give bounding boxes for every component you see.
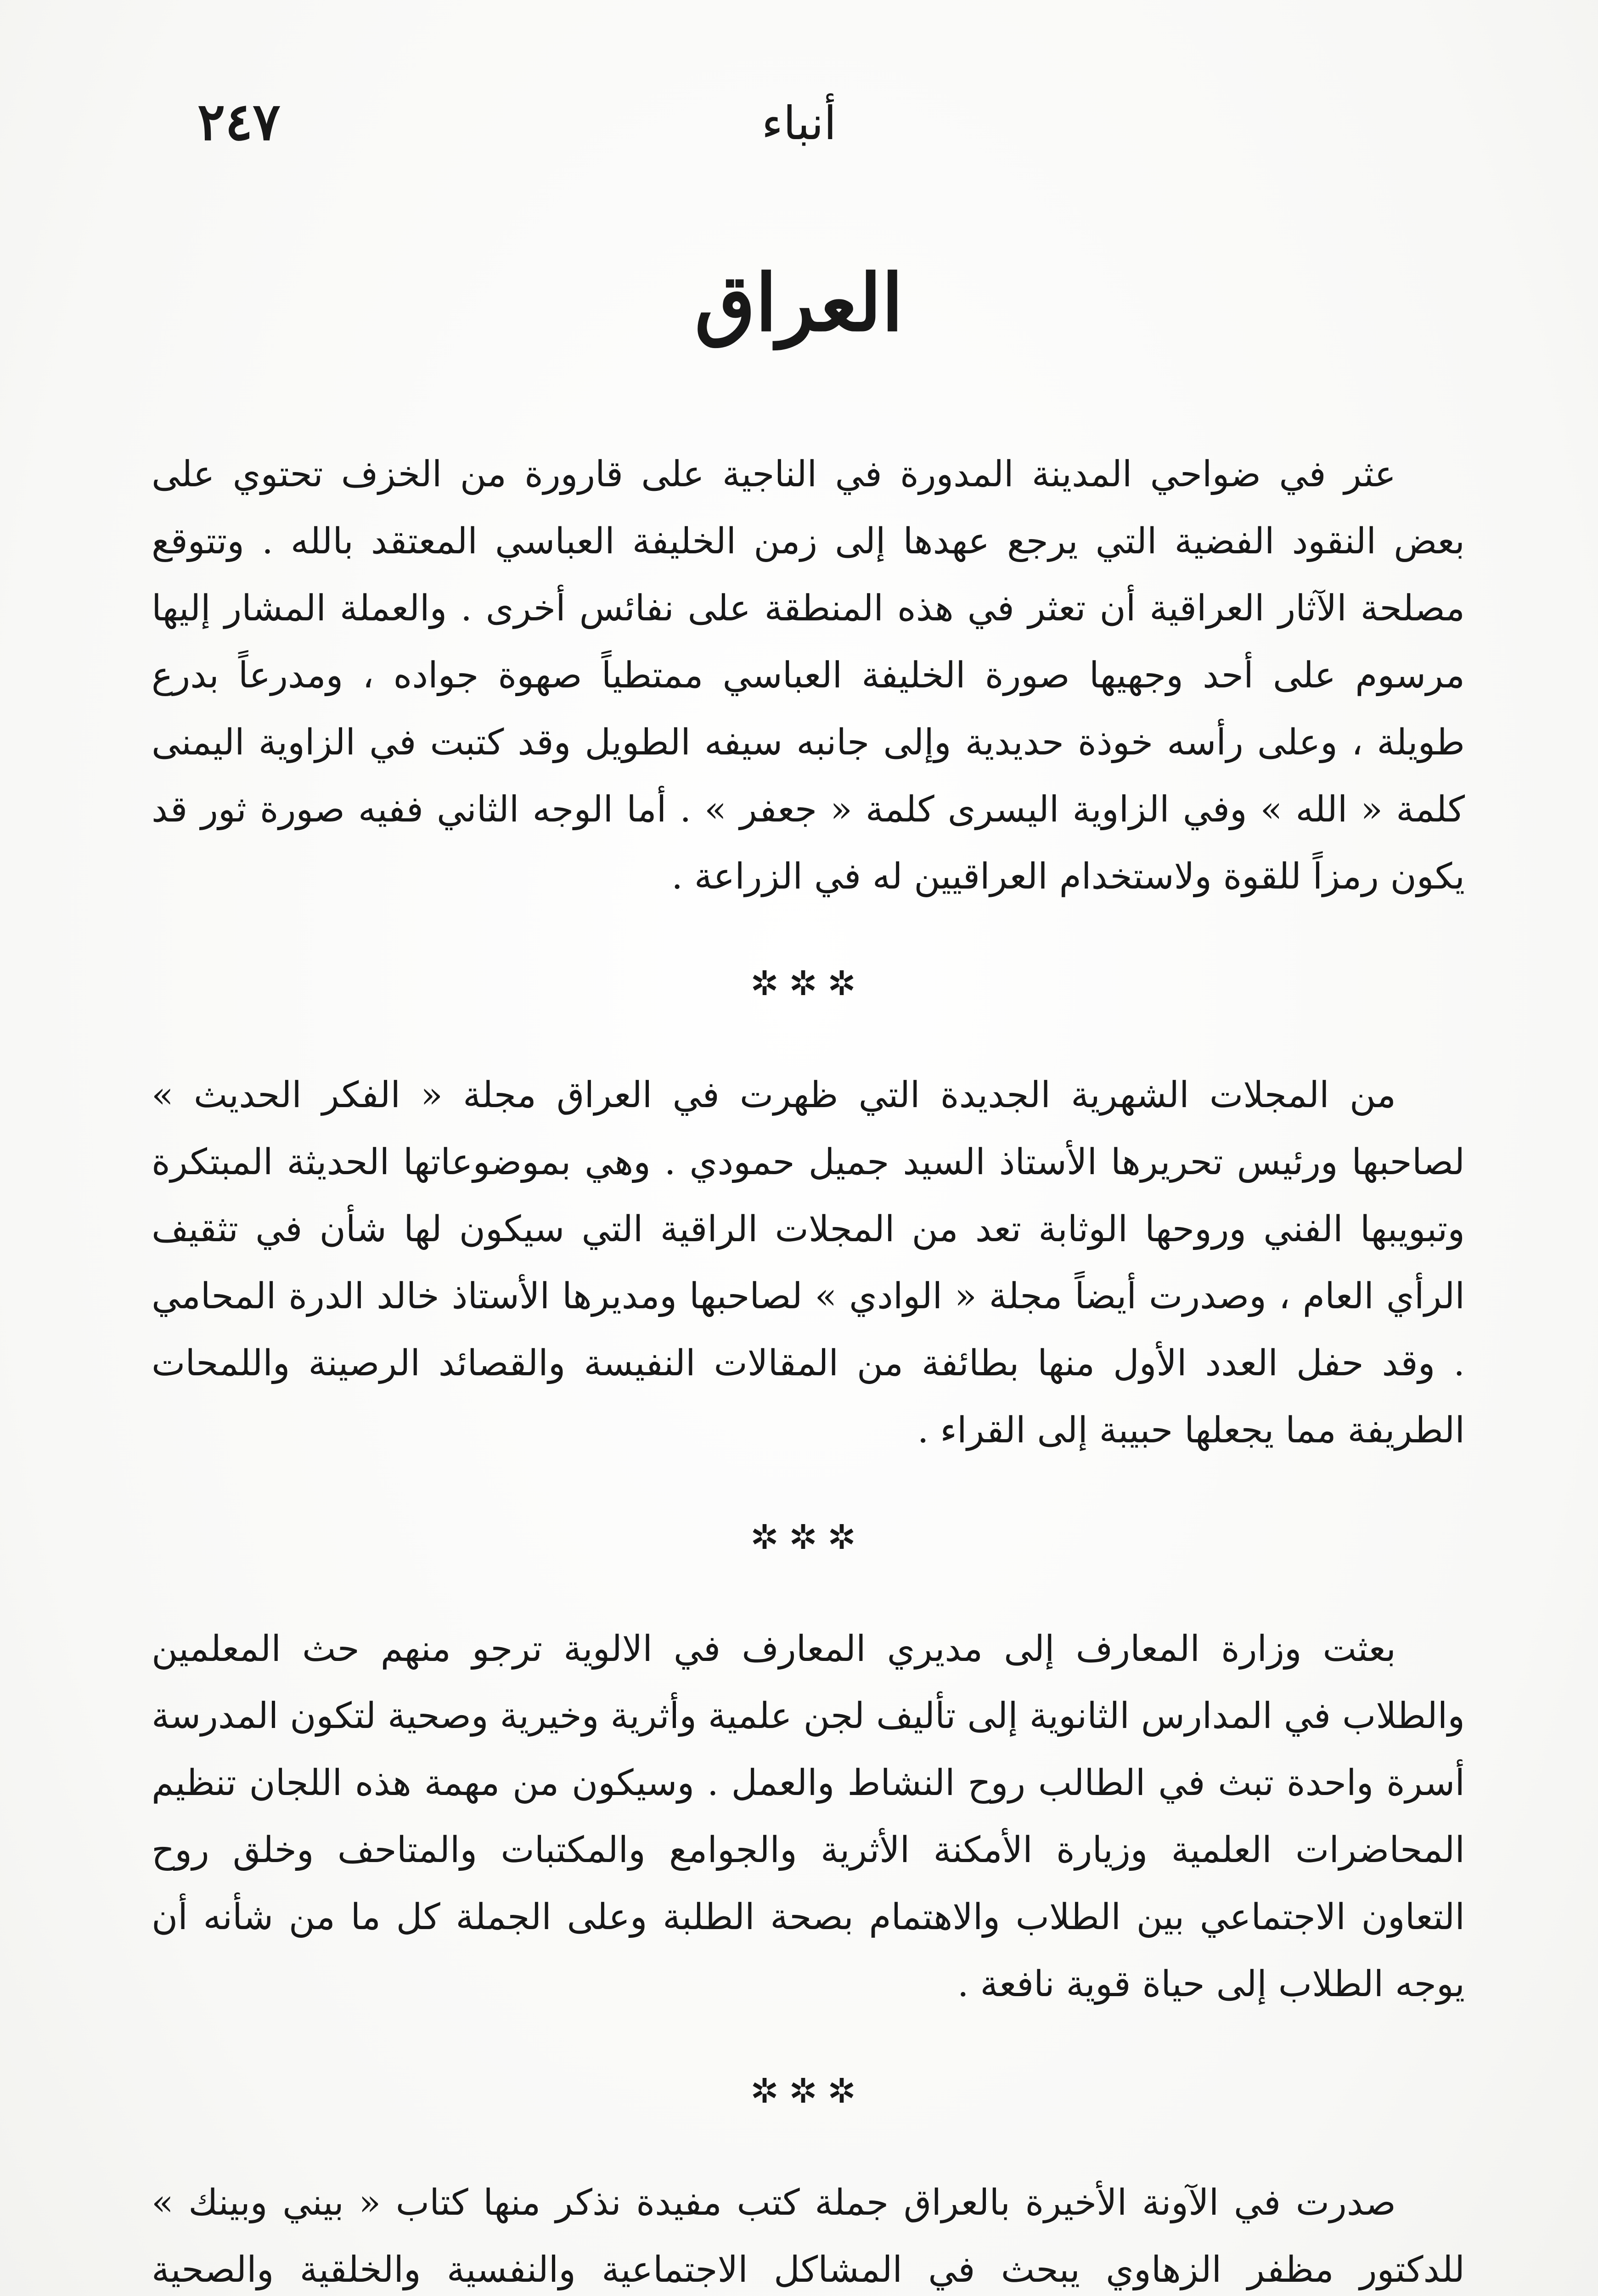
section-separator: ✲✲✲: [750, 964, 866, 1003]
section-separator: ✲✲✲: [750, 2071, 866, 2111]
article-body: [152, 441, 1465, 2296]
section-separator: ✲✲✲: [750, 1518, 866, 1557]
paragraph-magazines: من المجلات الشهرية الجديدة التي ظهرت في العراق مجلة « الفكر الحديث » لصاحبها ورئيس تحريرها الأستاذ السيد جميل حمودي . وهي بموضوعاتها الحديثة المبتكرة وتبويبها الفني وروحها الوثابة تعد من المجلات الراقية التي سيكون لها شأن في تثقيف الرأي العام ، وصدرت أيضاً مجلة « الوادي » لصاحبها ومديرها الأستاذ خالد الدرة المحامي . وقد حفل العدد الأول منها بطائفة من المقالات النفيسة والقصائد الرصينة واللمحات الطريفة مما يجعلها حبيبة إلى القراء .: [152, 1075, 1465, 1451]
page-number: ٢٤٧: [197, 92, 281, 152]
paragraph-new-books: صدرت في الآونة الأخيرة بالعراق جملة كتب مفيدة نذكر منها كتاب « بيني وبينك » للدكتور مظفر الزهاوي يبحث في المشاكل الاجتماعية والنفسية والخلقية والصحية: [152, 2182, 1465, 2290]
section-title: العراق: [695, 257, 903, 349]
paragraph-education-ministry: بعثت وزارة المعارف إلى مديري المعارف في الالوية ترجو منهم حث المعلمين والطلاب في المدارس الثانوية إلى تأليف لجن علمية وأثرية وخيرية وصحية لتكون المدرسة أسرة واحدة تبث في الطالب روح النشاط والعمل . وسيكون من مهمة هذه اللجان تنظيم المحاضرات العلمية وزيارة الأمكنة الأثرية والجوامع والمكتبات والمتاحف وخلق روح التعاون الاجتماعي بين الطلاب والاهتمام بصحة الطلبة وعلى الجملة كل ما من شأنه أن يوجه الطلاب إلى حياة قوية نافعة .: [152, 1628, 1465, 2005]
paragraph-coins: عثر في ضواحي المدينة المدورة في الناجية على قارورة من الخزف تحتوي على بعض النقود الفضية التي يرجع عهدها إلى زمن الخليفة العباسي المعتقد بالله . وتتوقع مصلحة الآثار العراقية أن تعثر في هذه المنطقة على نفائس أخرى . والعملة المشار إليها مرسوم على أحد وجهيها صورة الخليفة العباسي ممتطياً صهوة جواده ، ومدرعاً بدرع طويلة ، وعلى رأسه خوذة حديدية وإلى جانبه سيفه الطويل وقد كتبت في الزاوية اليمنى كلمة « الله » وفي الزاوية اليسرى كلمة « جعفر » . أما الوجه الثاني ففيه صورة ثور قد يكون رمزاً للقوة ولاستخدام العراقيين له في الزراعة .: [152, 454, 1465, 897]
running-head: أنباء: [761, 96, 837, 150]
page-header: [0, 92, 1598, 165]
